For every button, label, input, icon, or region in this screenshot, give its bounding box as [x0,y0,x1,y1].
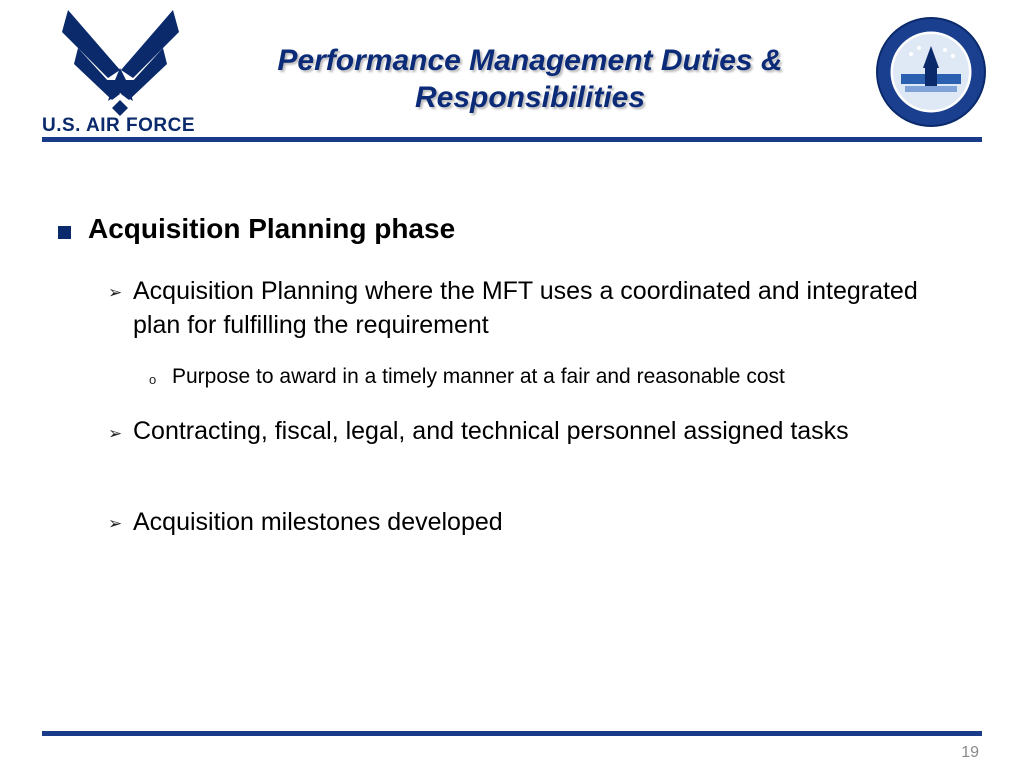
air-force-wings-icon [38,8,203,118]
list-item: Contracting, fiscal, legal, and technical personnel assigned tasks [133,417,849,445]
page-number: 19 [961,744,979,761]
contracting-seal-icon [875,16,987,128]
circle-bullet-icon: o [149,372,157,387]
page-title: Performance Management Duties & Responsibilities [277,44,783,114]
list-item: Acquisition milestones developed [133,508,503,536]
footer-divider [42,731,982,736]
section-heading: Acquisition Planning phase [88,213,456,244]
arrow-bullet-icon: ➢ [108,283,123,302]
arrow-bullet-icon: ➢ [108,424,123,443]
header-divider [42,137,982,142]
square-bullet-icon [58,226,71,239]
air-force-wordmark: U.S. AIR FORCE [42,115,196,136]
sub-list-item: Purpose to award in a timely manner at a fair and reasonable cost [172,365,785,388]
arrow-bullet-icon: ➢ [108,514,123,533]
contracting-seal [875,16,987,128]
list-item: Acquisition Planning where the MFT uses a coordinated and integrated plan for fulfilling the requirement [133,277,918,339]
